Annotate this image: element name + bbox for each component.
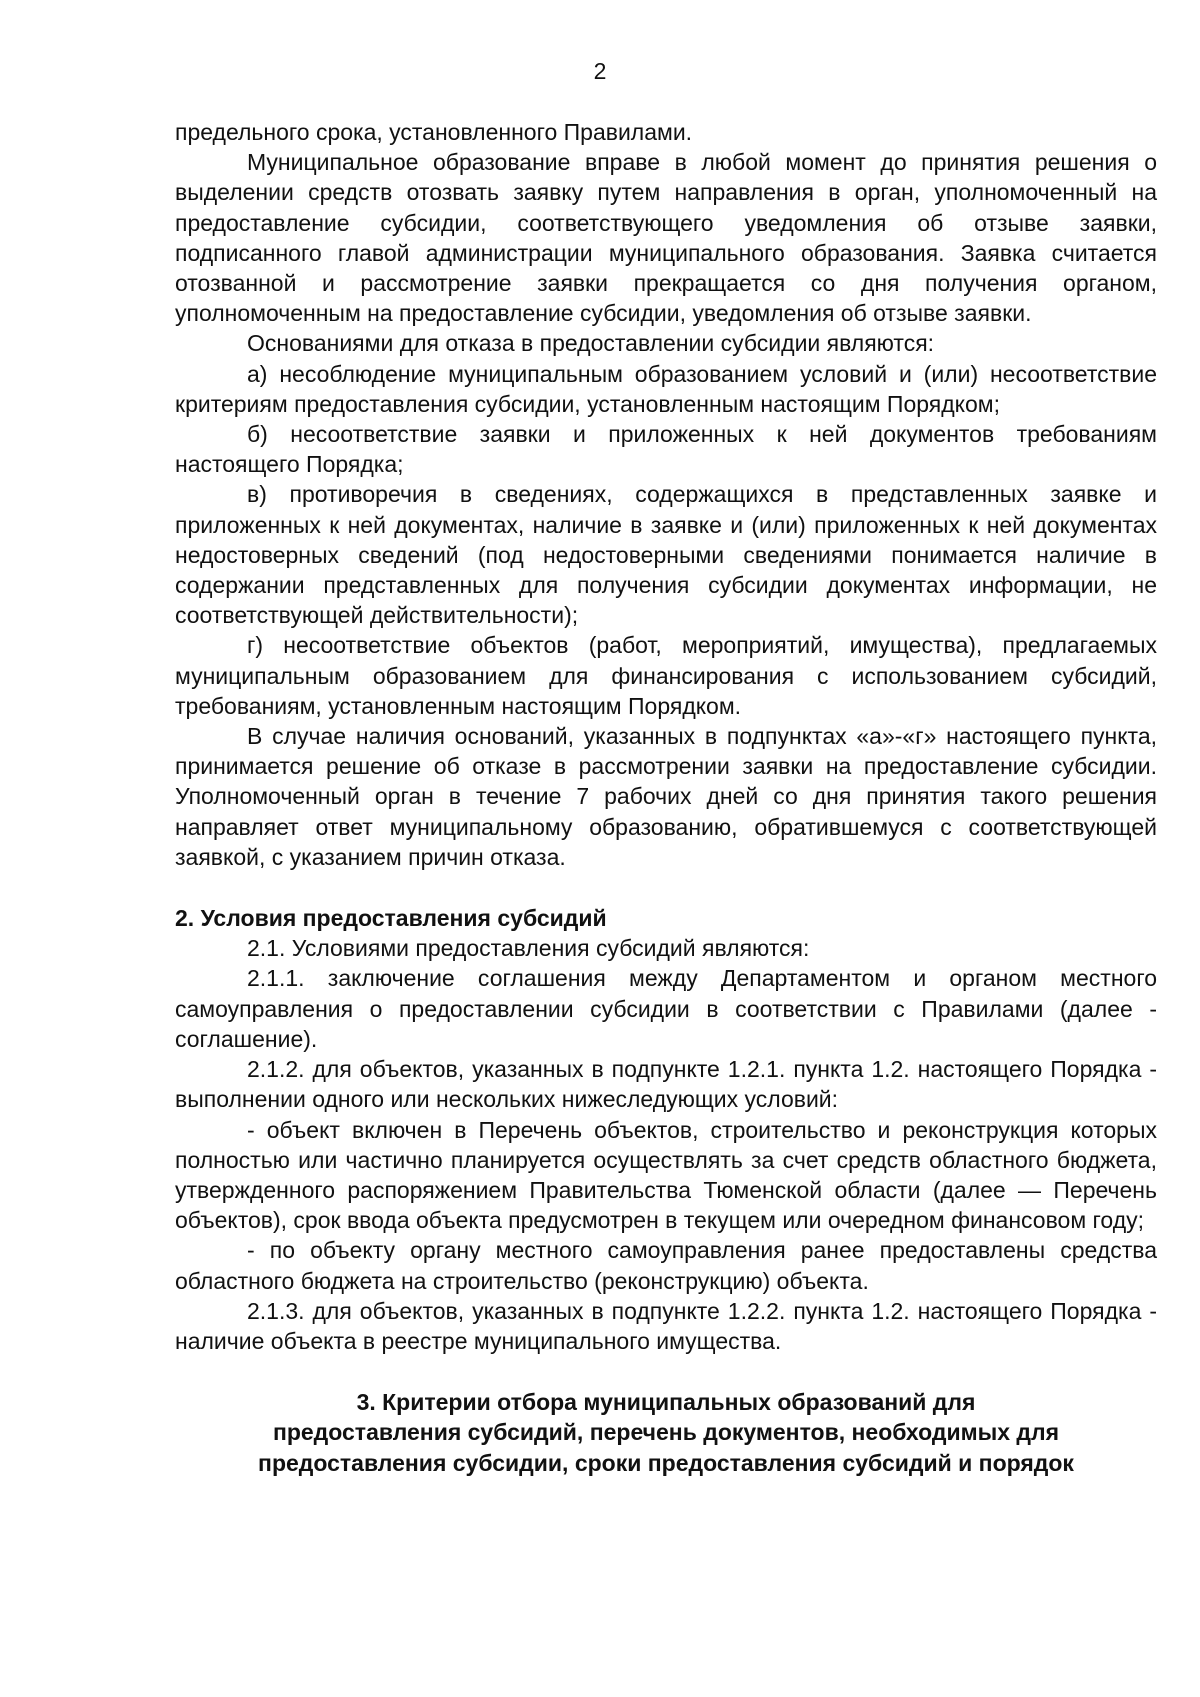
list-item: - объект включен в Перечень объектов, строительство и реконструкция которых полностью или частично планируется осуществлять за счет средств областного бюджета, утвержденного распоряжением Правительства Тюменской области (далее — Перечень объектов), срок ввода объекта предусмотрен в текущем или очередном финансовом году; [175,1116,1157,1234]
paragraph: 2.1.3. для объектов, указанных в подпункте 1.2.2. пункта 1.2. настоящего Порядка - наличие объекта в реестре муниципального имущества. [175,1297,1157,1354]
page-number: 2 [593,58,607,84]
list-item-b: б) несоответствие заявки и приложенных к ней документов требованиям настоящего Порядка; [175,421,1157,478]
paragraph: Муниципальное образование вправе в любой момент до принятия решения о выделении средств отозвать заявку путем направления в орган, уполномоченный на предоставление субсидии, соответствующего уведомления об отзыве заявки, подписанного главой администрации муниципального образования. Заявка считается отозванной и рассмотрение заявки прекращается со дня получения органом, уполномоченным на предоставление субсидии, уведомления об отзыве заявки. [175,149,1157,327]
paragraph: Основаниями для отказа в предоставлении субсидии являются: [247,330,935,357]
list-item-g: г) несоответствие объектов (работ, мероприятий, имущества), предлагаемых муниципальным образованием для финансирования с использованием субсидий, требованиям, установленным настоящим Порядком. [175,632,1157,719]
paragraph: В случае наличия оснований, указанных в подпунктах «а»-«г» настоящего пункта, принимается решение об отказе в рассмотрении заявки на предоставление субсидии. Уполномоченный орган в течение 7 рабочих дней со дня принятия такого решения направляет ответ муниципальному образованию, обратившемуся с соответствующей заявкой, с указанием причин отказа. [175,723,1157,870]
section-3-heading-line: предоставления субсидий, перечень документов, необходимых для [272,1419,1060,1446]
paragraph: предельного срока, установленного Правилами. [175,119,693,145]
paragraph: 2.1. Условиями предоставления субсидий являются: [247,935,810,962]
paragraph: 2.1.1. заключение соглашения между Департаментом и органом местного самоуправления о предоставлении субсидии в соответствии с Правилами (далее - соглашение). [175,965,1157,1052]
paragraph: 2.1.2. для объектов, указанных в подпункте 1.2.1. пункта 1.2. настоящего Порядка - выполнении одного или нескольких нижеследующих условий: [175,1056,1157,1113]
document-body [175,117,1157,1478]
section-3-heading-line: 3. Критерии отбора муниципальных образований для [356,1389,976,1416]
list-item-v: в) противоречия в сведениях, содержащихся в представленных заявке и приложенных к ней документах, наличие в заявке и (или) приложенных к ней документах недостоверных сведений (под недостоверными сведениями понимается наличие в содержании представленных для получения субсидии документах информации, не соответствующей действительности); [175,481,1157,629]
list-item: - по объекту органу местного самоуправления ранее предоставлены средства областного бюджета на строительство (реконструкцию) объекта. [175,1237,1157,1294]
list-item-a: а) несоблюдение муниципальным образованием условий и (или) несоответствие критериям предоставления субсидии, установленным настоящим Порядком; [175,360,1157,417]
section-3-heading-line: предоставления субсидии, сроки предоставления субсидий и порядок [258,1449,1074,1476]
section-3-heading [175,1387,1157,1478]
section-2-heading: 2. Условия предоставления субсидий [175,905,607,932]
